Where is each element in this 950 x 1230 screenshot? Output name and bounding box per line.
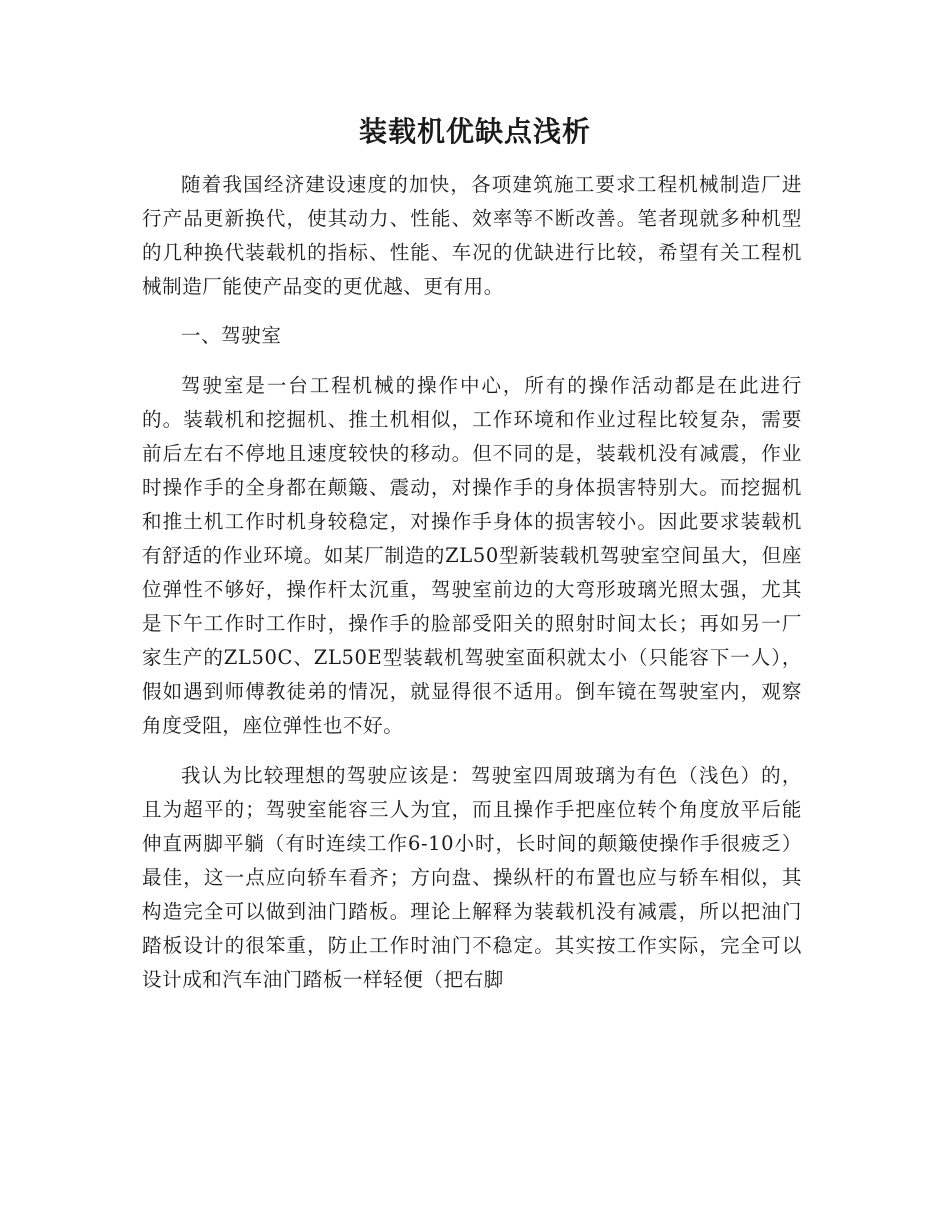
section-heading-cab: 一、驾驶室 — [181, 324, 282, 347]
ideal-cab-paragraph: 我认为比较理想的驾驶应该是：驾驶室四周玻璃为有色（浅色）的，且为超平的；驾驶室能容三人为宜，而且操作手把座位转个角度放平后能伸直两脚平躺（有时连续工作6-10小时，长时间的颠簸使操作手很疲乏）最佳，这一点应向轿车看齐；方向盘、操纵杆的布置也应与轿车相似，其构造完全可以做到油门踏板。理论上解释为装载机没有减震，所以把油门踏板设计的很笨重，防止工作时油门不稳定。其实按工作实际，完全可以设计成和汽车油门踏板一样轻便（把右脚 — [142, 764, 802, 991]
document-body — [142, 168, 802, 997]
intro-paragraph: 随着我国经济建设速度的加快，各项建筑施工要求工程机械制造厂进行产品更新换代，使其动力、性能、效率等不断改善。笔者现就多种机型的几种换代装载机的指标、性能、车况的优缺进行比较，希望有关工程机械制造厂能使产品变的更优越、更有用。 — [142, 173, 802, 298]
cab-paragraph: 驾驶室是一台工程机械的操作中心，所有的操作活动都是在此进行的。装载机和挖掘机、推土机相似，工作环境和作业过程比较复杂，需要前后左右不停地且速度较快的移动。但不同的是，装载机没有减震，作业时操作手的全身都在颠簸、震动，对操作手的身体损害特别大。而挖掘机和推土机工作时机身较稳定，对操作手身体的损害较小。因此要求装载机有舒适的作业环境。如某厂制造的ZL50型新装载机驾驶室空间虽大，但座位弹性不够好，操作杆太沉重，驾驶室前边的大弯形玻璃光照太强，尤其是下午工作时工作时，操作手的脸部受阳关的照射时间太长；再如另一厂家生产的ZL50C、ZL50E型装载机驾驶室面积就太小（只能容下一人），假如遇到师傅教徒弟的情况，就显得很不适用。倒车镜在驾驶室内，观察角度受阻，座位弹性也不好。 — [142, 374, 802, 737]
document-title: 装载机优缺点浅析 — [358, 115, 591, 148]
